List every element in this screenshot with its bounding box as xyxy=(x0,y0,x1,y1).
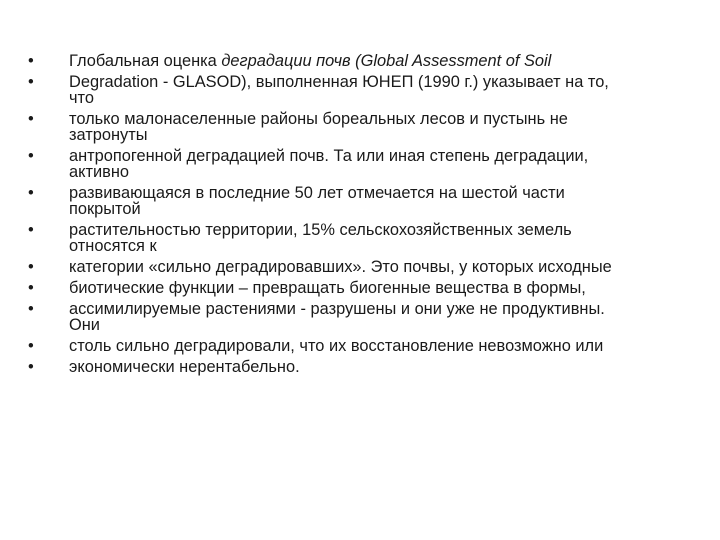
text-segment: растительностью территории, 15% сельскохозяйственных земель xyxy=(69,221,572,239)
bullet-dot: • xyxy=(28,358,34,376)
text-segment: развивающаяся в последние 50 лет отмечается на шестой части xyxy=(69,184,565,202)
bullet-text xyxy=(69,53,698,69)
bullet-list xyxy=(28,53,698,380)
bullet-item xyxy=(28,259,698,275)
text-segment: биотические функции – превращать биогенные вещества в формы, xyxy=(69,279,586,297)
bullet-continuation: активно xyxy=(69,163,130,181)
bullet-dot: • xyxy=(28,221,34,239)
bullet-item xyxy=(28,74,698,106)
bullet-text xyxy=(69,259,698,275)
bullet-dot: • xyxy=(28,337,34,355)
bullet-continuation: затронуты xyxy=(69,126,148,144)
bullet-dot: • xyxy=(28,184,34,202)
bullet-text xyxy=(69,111,698,127)
bullet-text xyxy=(69,185,698,201)
bullet-dot: • xyxy=(28,300,34,318)
text-segment: антропогенной деградацией почв. Та или иная степень деградации, xyxy=(69,147,589,165)
bullet-dot: • xyxy=(28,258,34,276)
bullet-dot: • xyxy=(28,147,34,165)
bullet-item xyxy=(28,359,698,375)
bullet-text xyxy=(69,301,698,317)
bullet-item xyxy=(28,280,698,296)
bullet-text xyxy=(69,280,698,296)
bullet-item xyxy=(28,222,698,254)
bullet-dot: • xyxy=(28,73,34,91)
bullet-dot: • xyxy=(28,110,34,128)
text-segment: экономически нерентабельно. xyxy=(69,358,300,376)
bullet-item xyxy=(28,53,698,69)
bullet-continuation: что xyxy=(69,89,94,107)
bullet-dot: • xyxy=(28,279,34,297)
text-segment: Degradation - GLASOD), выполненная ЮНЕП (1990 г.) указывает на то, xyxy=(69,73,609,91)
bullet-text xyxy=(69,338,698,354)
bullet-dot: • xyxy=(28,52,34,70)
bullet-item xyxy=(28,111,698,143)
text-segment: только малонаселенные районы бореальных лесов и пустынь не xyxy=(69,110,568,128)
bullet-text xyxy=(69,74,698,90)
bullet-item xyxy=(28,148,698,180)
text-segment: Глобальная оценка xyxy=(69,52,222,70)
text-segment: ассимилируемые растениями - разрушены и они уже не продуктивны. xyxy=(69,300,605,318)
bullet-item xyxy=(28,301,698,333)
bullet-continuation: Они xyxy=(69,316,100,334)
bullet-item xyxy=(28,338,698,354)
text-segment: столь сильно деградировали, что их восстановление невозможно или xyxy=(69,337,604,355)
bullet-text xyxy=(69,148,698,164)
bullet-text xyxy=(69,222,698,238)
bullet-text xyxy=(69,359,698,375)
emphasized-text: деградации почв (Global Assessment of Soil xyxy=(221,52,552,70)
text-segment: категории «сильно деградировавших». Это почвы, у которых исходные xyxy=(69,258,612,276)
bullet-continuation: покрытой xyxy=(69,200,141,218)
bullet-continuation: относятся к xyxy=(69,237,157,255)
bullet-item xyxy=(28,185,698,217)
